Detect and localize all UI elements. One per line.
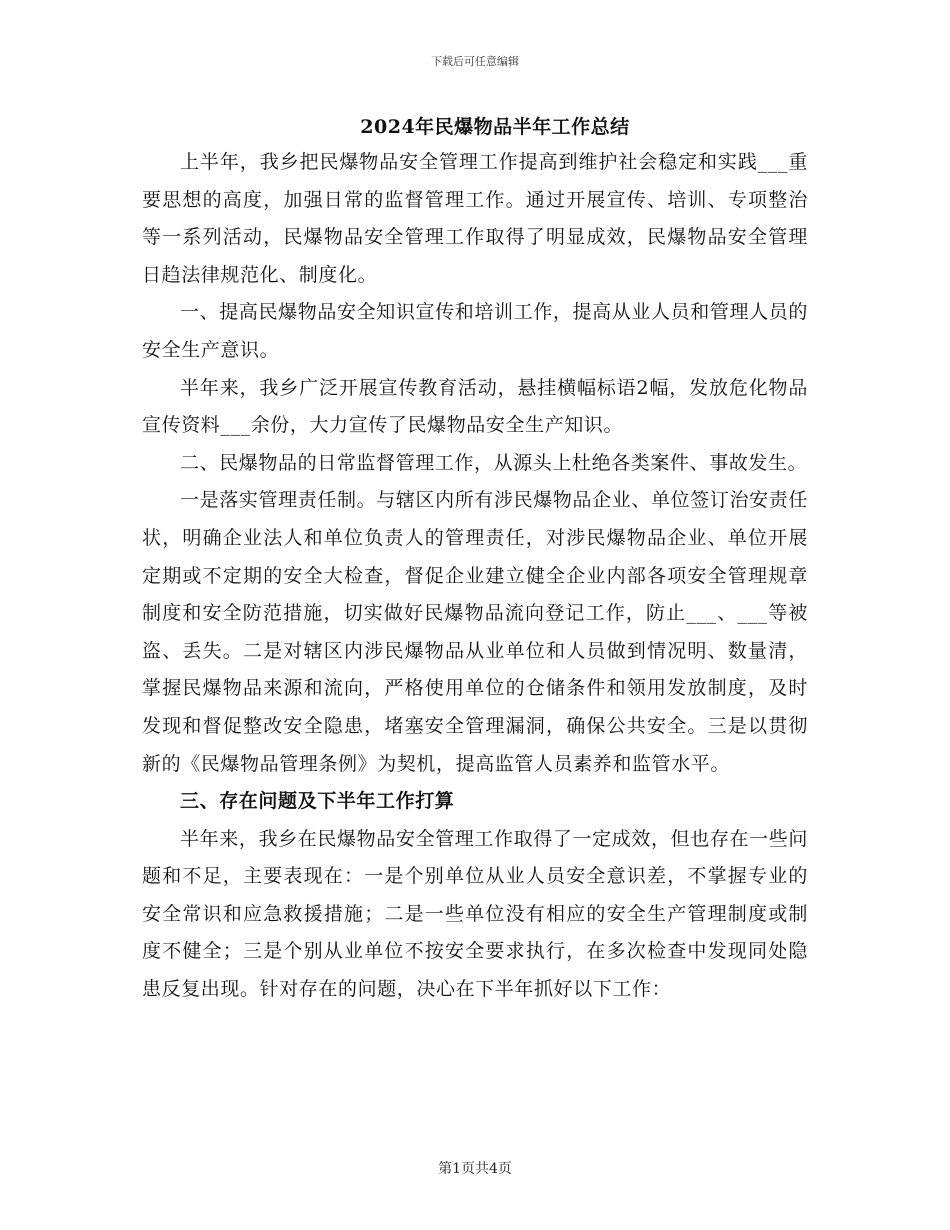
section-heading-3: 三、存在问题及下半年工作打算 (180, 790, 455, 813)
paragraph-intro: 上半年，我乡把民爆物品安全管理工作提高到维护社会稳定和实践___重要思想的高度，加强日常的监督管理工作。通过开展宣传、培训、专项整治等一系列活动，民爆物品安全管理工作取得了明显成效，民爆物品安全管理日趋法律规范化、制度化。 (142, 151, 808, 286)
header-note: 下载后可任意编辑 (431, 55, 519, 68)
section-heading-2: 二、民爆物品的日常监督管理工作，从源头上杜绝各类案件、事故发生。 (180, 451, 808, 474)
paragraph-problems: 半年来，我乡在民爆物品安全管理工作取得了一定成效，但也存在一些问题和不足，主要表现在：一是个别单位从业人员安全意识差，不掌握专业的安全常识和应急救援措施；二是一些单位没有相应的安全生产管理制度或制度不健全；三是个别从业单位不按安全要求执行，在多次检查中发现同处隐患反复出现。针对存在的问题，决心在下半年抓好以下工作： (142, 827, 808, 1001)
document-body (142, 110, 808, 1009)
section-heading-1: 一、提高民爆物品安全知识宣传和培训工作，提高从业人员和管理人员的安全生产意识。 (142, 301, 808, 361)
page-number: 第1页共4页 (438, 1161, 512, 1177)
document-title: 2024年民爆物品半年工作总结 (360, 116, 630, 138)
paragraph-supervision: 一是落实管理责任制。与辖区内所有涉民爆物品企业、单位签订治安责任状，明确企业法人和单位负责人的管理责任，对涉民爆物品企业、单位开展定期或不定期的安全大检查，督促企业建立健全企业内部各项安全管理规章制度和安全防范措施，切实做好民爆物品流向登记工作，防止___、___等被盗、丢失。二是对辖区内涉民爆物品从业单位和人员做到情况明、数量清，掌握民爆物品来源和流向，严格使用单位的仓储条件和领用发放制度，及时发现和督促整改安全隐患，堵塞安全管理漏洞，确保公共安全。三是以贯彻新的《民爆物品管理条例》为契机，提高监管人员素养和监管水平。 (142, 489, 808, 775)
paragraph-publicity: 半年来，我乡广泛开展宣传教育活动，悬挂横幅标语2幅，发放危化物品宣传资料___余份，大力宣传了民爆物品安全生产知识。 (142, 376, 808, 437)
